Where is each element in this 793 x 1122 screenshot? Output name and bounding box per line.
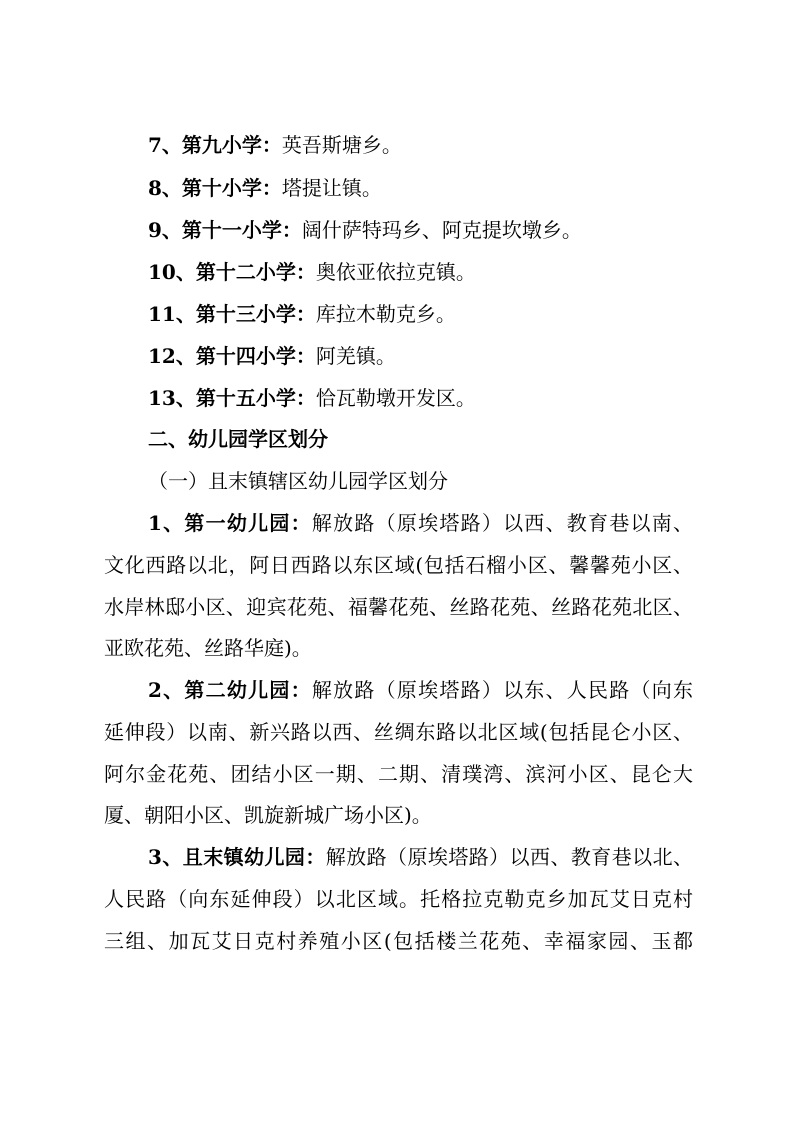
item-text: 奥依亚依拉克镇。 bbox=[315, 260, 476, 284]
item-label: 13、第十五小学： bbox=[148, 386, 316, 410]
subsection-heading: （一）且末镇辖区幼儿园学区划分 bbox=[148, 469, 448, 493]
item-label: 11、第十三小学： bbox=[148, 302, 316, 326]
item-label: 8、第十小学： bbox=[148, 176, 282, 200]
paragraph-line: 文化西路以北，阿日西路以东区域(包括石榴小区、馨馨苑小区、 bbox=[104, 553, 693, 577]
item-label: 2、第二幼儿园： bbox=[148, 678, 312, 702]
list-item bbox=[148, 260, 476, 284]
paragraph-first-line bbox=[148, 845, 693, 869]
item-text: 解放路（原埃塔路）以西、教育巷以北、 bbox=[325, 845, 694, 869]
paragraph-line: 亚欧花苑、丝路华庭)。 bbox=[104, 636, 312, 660]
item-text: 库拉木勒克乡。 bbox=[315, 302, 456, 326]
list-item bbox=[148, 386, 476, 410]
item-text: 塔提让镇。 bbox=[281, 176, 382, 200]
list-item bbox=[148, 176, 382, 200]
paragraph-line: 延伸段）以南、新兴路以西、丝绸东路以北区域(包括昆仑小区、 bbox=[104, 720, 693, 744]
list-item bbox=[148, 133, 402, 157]
item-text: 英吾斯塘乡。 bbox=[281, 133, 402, 157]
item-label: 1、第一幼儿园： bbox=[148, 511, 312, 535]
item-text: 解放路（原埃塔路）以东、人民路（向东 bbox=[311, 678, 694, 702]
item-text: 解放路（原埃塔路）以西、教育巷以南、 bbox=[311, 511, 694, 535]
paragraph-line: 人民路（向东延伸段）以北区域。托格拉克勒克乡加瓦艾日克村 bbox=[104, 887, 693, 911]
item-label: 3、且末镇幼儿园： bbox=[148, 845, 326, 869]
item-text: 阔什萨特玛乡、阿克提坎墩乡。 bbox=[301, 218, 582, 242]
item-label: 9、第十一小学： bbox=[148, 218, 302, 242]
paragraph-line: 水岸林邸小区、迎宾花苑、福馨花苑、丝路花苑、丝路花苑北区、 bbox=[104, 595, 693, 619]
paragraph-first-line bbox=[148, 678, 693, 702]
paragraph-line: 厦、朝阳小区、凯旋新城广场小区)。 bbox=[104, 803, 432, 827]
item-text: 阿羌镇。 bbox=[315, 344, 396, 368]
item-text: 恰瓦勒墩开发区。 bbox=[315, 386, 476, 410]
paragraph-line: 三组、加瓦艾日克村养殖小区(包括楼兰花苑、幸福家园、玉都 bbox=[104, 929, 693, 953]
list-item bbox=[148, 344, 396, 368]
item-label: 7、第九小学： bbox=[148, 133, 282, 157]
list-item bbox=[148, 302, 456, 326]
list-item bbox=[148, 218, 582, 242]
paragraph-line: 阿尔金花苑、团结小区一期、二期、清璞湾、滨河小区、昆仑大 bbox=[104, 762, 693, 786]
paragraph-first-line bbox=[148, 511, 693, 535]
item-label: 12、第十四小学： bbox=[148, 344, 316, 368]
section-heading: 二、幼儿园学区划分 bbox=[148, 427, 328, 451]
item-label: 10、第十二小学： bbox=[148, 260, 316, 284]
